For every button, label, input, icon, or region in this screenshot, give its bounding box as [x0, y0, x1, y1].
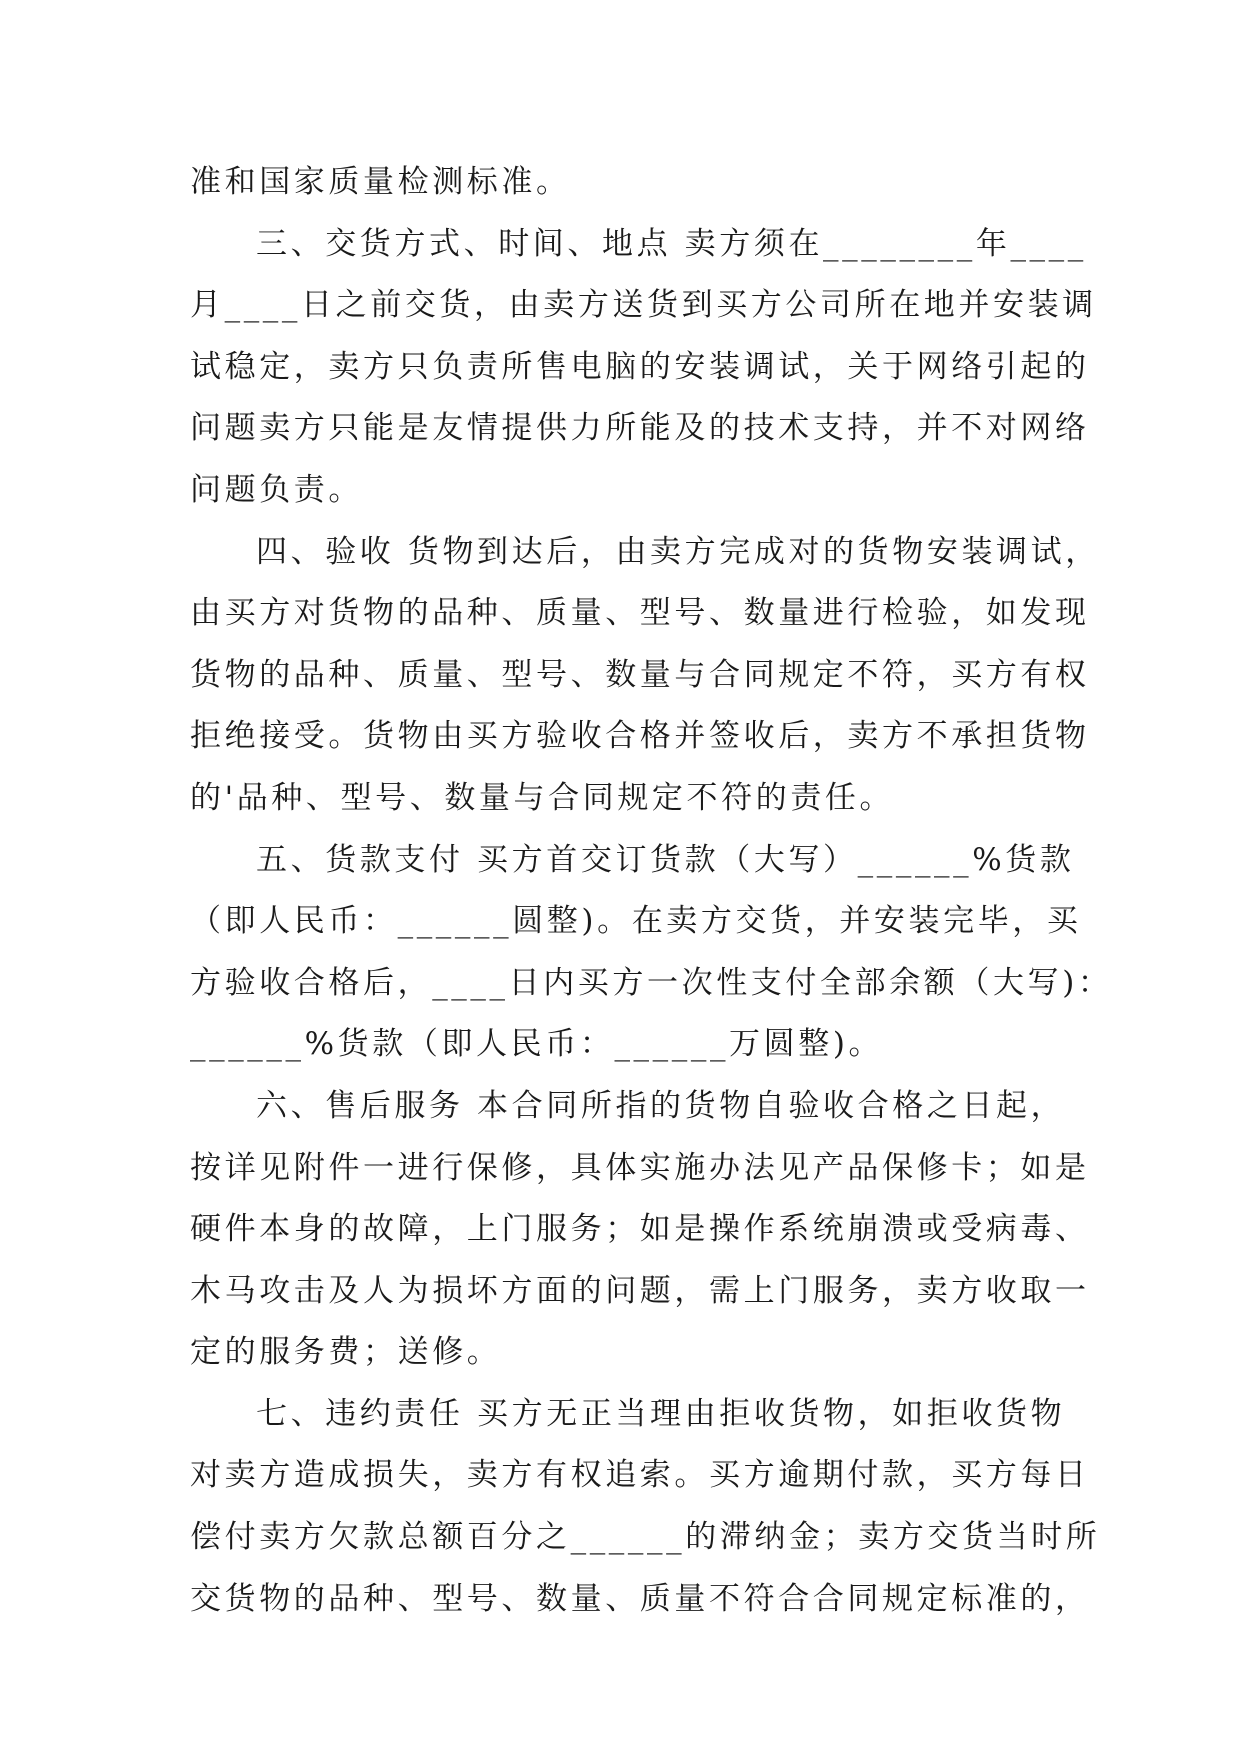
section-six-heading-line: 六、售后服务 本合同所指的货物自验收合格之日起，	[256, 1087, 1066, 1124]
text-line: 对卖方造成损失，卖方有权追索。买方逾期付款，买方每日	[190, 1457, 1090, 1494]
text-line: 拒绝接受。货物由买方验收合格并签收后，卖方不承担货物	[190, 718, 1090, 755]
text-line: 木马攻击及人为损坏方面的问题，需上门服务，卖方收取一	[190, 1272, 1090, 1309]
text-line: 的'品种、型号、数量与合同规定不符的责任。	[190, 779, 895, 816]
section-seven-heading-line: 七、违约责任 买方无正当理由拒收货物，如拒收货物	[256, 1395, 1066, 1432]
section-five-heading-line: 五、货款支付 买方首交订货款（大写）______%货款	[256, 841, 1075, 878]
text-line: 问题卖方只能是友情提供力所能及的技术支持，并不对网络	[190, 410, 1090, 447]
text-line: 硬件本身的故障，上门服务；如是操作系统崩溃或受病毒、	[190, 1211, 1090, 1248]
text-line: 月____日之前交货，由卖方送货到买方公司所在地并安装调	[190, 287, 1097, 324]
text-line: 按详见附件一进行保修，具体实施办法见产品保修卡；如是	[190, 1149, 1090, 1186]
section-three-heading-line: 三、交货方式、时间、地点 卖方须在________年____	[256, 225, 1087, 262]
text-line: 定的服务费；送修。	[190, 1334, 502, 1371]
text-line: （即人民币：______圆整)。在卖方交货，并安装完毕，买	[190, 903, 1082, 940]
section-four-heading-line: 四、验收 货物到达后，由卖方完成对的货物安装调试，	[256, 533, 1100, 570]
text-line: 方验收合格后，____日内买方一次性支付全部余额（大写)：	[190, 964, 1113, 1001]
document-body	[190, 152, 1113, 1630]
text-line: 由买方对货物的品种、质量、型号、数量进行检验，如发现	[190, 595, 1090, 632]
text-line: 交货物的品种、型号、数量、质量不符合合同规定标准的，	[190, 1580, 1090, 1617]
text-line: 货物的品种、质量、型号、数量与合同规定不符，买方有权	[190, 656, 1090, 693]
text-line: 准和国家质量检测标准。	[190, 164, 571, 200]
text-line: 偿付卖方欠款总额百分之______的滞纳金；卖方交货当时所	[190, 1519, 1101, 1556]
text-line: 试稳定，卖方只负责所售电脑的安装调试，关于网络引起的	[190, 348, 1090, 385]
text-line: 问题负责。	[190, 471, 363, 508]
text-line: ______%货款（即人民币：______万圆整)。	[190, 1026, 884, 1063]
